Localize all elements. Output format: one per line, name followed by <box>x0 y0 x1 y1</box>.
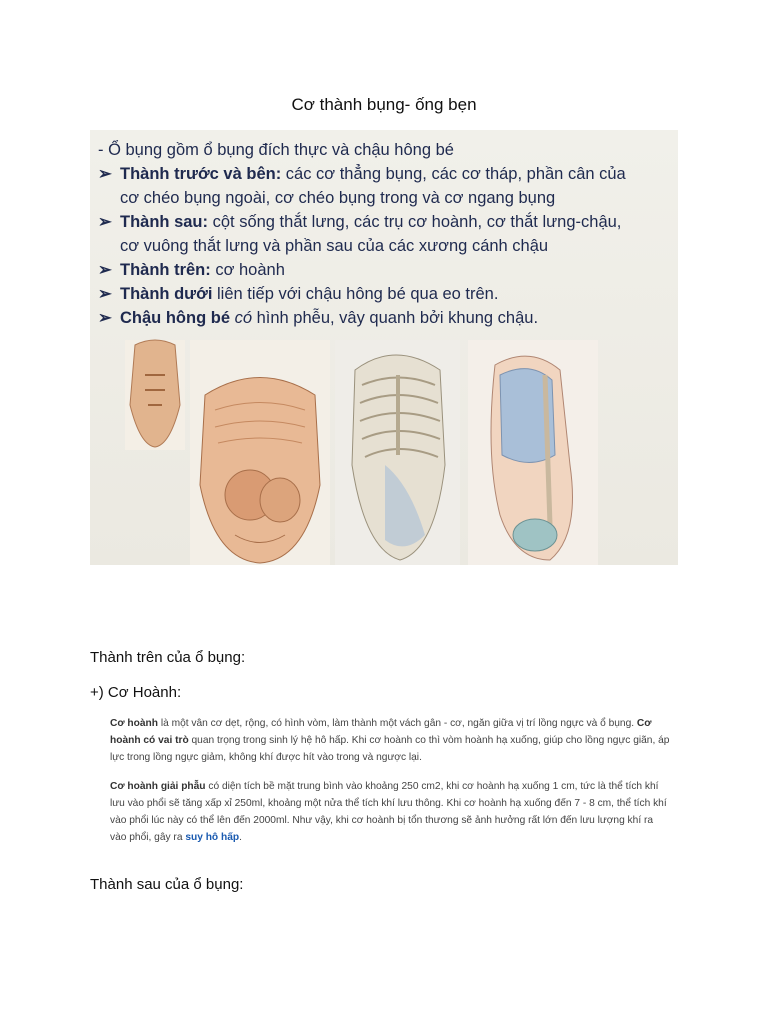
side-view-figure <box>468 340 598 565</box>
paragraph-1: Cơ hoành là một vân cơ dẹt, rộng, có hình vòm, làm thành một vách gân - cơ, ngăn giữa vị trí lồng ngực và ổ bụng. Cơ hoành có vai trò quan trọng trong sinh lý hệ hô hấp. Khi cơ hoành co thì vòm hoành hạ xuống, giúp cho lồng ngực giãn, áp lực trong lồng ngực giảm, không khí được hít vào trong và ngược lại. <box>110 718 670 763</box>
slide-line-1: - Ổ bụng gồm ổ bụng đích thực và chậu hông bé <box>98 141 454 159</box>
paragraph-2: Cơ hoành giải phẫu có diện tích bề mặt trung bình vào khoảng 250 cm2, khi cơ hoành hạ xuống 1 cm, tức là thể tích khí lưu vào phổi sẽ tăng xấp xỉ 250ml, khoảng một nửa thể tích khí lưu thông. Khi cơ hoành hạ xuống đến 7 - 8 cm, thể tích khí vào phổi lúc này có thể lên đến 2000ml. Như vậy, khi cơ hoành bị tổn thương sẽ ảnh hưởng rất lớn đến lưu lượng khí ra vào phổi, gây ra suy hô hấp. <box>110 781 667 843</box>
front-torso-figure <box>190 340 330 565</box>
arrow-icon: ➢ <box>98 213 112 231</box>
heading-thanh-sau: Thành sau của ổ bụng: <box>90 876 244 893</box>
page-title: Cơ thành bụng- ống bẹn <box>291 95 477 114</box>
rib-cage-figure <box>335 340 460 565</box>
slide-text <box>98 138 673 330</box>
slide-line-7: ➢ Thành dưới liên tiếp với chậu hông bé qua eo trên. <box>98 282 673 306</box>
arrow-icon: ➢ <box>98 285 112 303</box>
heading-thanh-tren: Thành trên của ổ bụng: <box>90 649 246 666</box>
heading-co-hoanh: +) Cơ Hoành: <box>90 684 182 701</box>
slide-line-2: ➢ Thành trước và bên: các cơ thẳng bụng, các cơ tháp, phần cân của <box>98 162 673 186</box>
arrow-icon: ➢ <box>98 261 112 279</box>
arrow-icon: ➢ <box>98 309 112 327</box>
slide-line-6: ➢ Thành trên: cơ hoành <box>98 258 673 282</box>
slide-line-4: ➢ Thành sau: cột sống thắt lưng, các trụ cơ hoành, cơ thắt lưng-chậu, <box>98 210 673 234</box>
slide-line-5: cơ vuông thắt lưng và phần sau của các xương cánh chậu <box>120 237 549 255</box>
slide-line-3: cơ chéo bụng ngoài, cơ chéo bụng trong và cơ ngang bụng <box>120 189 556 207</box>
anatomy-illustrations <box>90 335 678 565</box>
arrow-icon: ➢ <box>98 165 112 183</box>
slide-image <box>90 130 678 565</box>
slide-line-8: ➢ Chậu hông bé có hình phễu, vây quanh bởi khung chậu. <box>98 306 673 330</box>
small-torso-figure <box>125 340 185 450</box>
article-excerpt <box>110 715 670 865</box>
suy-ho-hap-link[interactable]: suy hô hấp <box>185 832 240 843</box>
